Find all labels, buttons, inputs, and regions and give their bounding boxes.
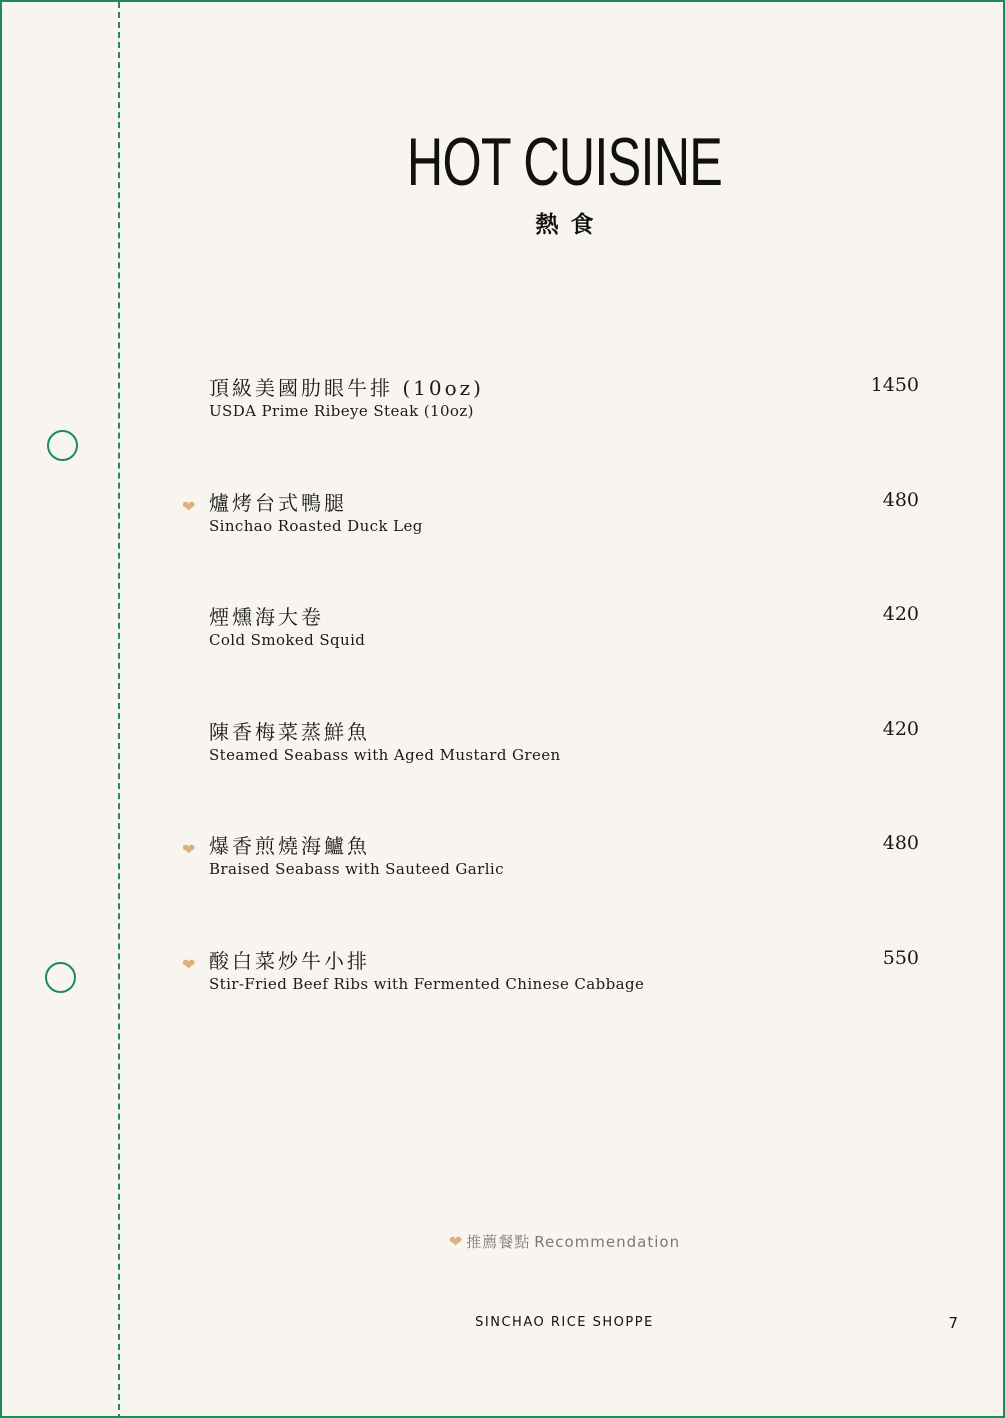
binding-dashed-line xyxy=(118,2,120,1418)
item-price: 480 xyxy=(882,489,919,511)
menu-item xyxy=(2,947,1005,1033)
item-name-en: Cold Smoked Squid xyxy=(209,631,366,649)
item-name-zh: 爆香煎燒海鱸魚 xyxy=(209,834,370,858)
item-name-zh: 酸白菜炒牛小排 xyxy=(209,949,370,973)
item-name-zh: 陳香梅菜蒸鮮魚 xyxy=(209,720,370,744)
heart-icon: ❤ xyxy=(448,1232,463,1251)
item-name-en: Sinchao Roasted Duck Leg xyxy=(209,517,423,535)
item-name-en: Braised Seabass with Sauteed Garlic xyxy=(209,860,504,878)
item-name-en: Steamed Seabass with Aged Mustard Green xyxy=(209,746,561,764)
page-number: 7 xyxy=(948,1314,958,1332)
heart-icon: ❤ xyxy=(182,840,196,859)
legend-label-en: Recommendation xyxy=(534,1233,681,1251)
item-price: 480 xyxy=(882,832,919,854)
item-name-zh: 爐烤台式鴨腿 xyxy=(209,491,347,515)
item-name-en: Stir-Fried Beef Ribs with Fermented Chinese Cabbage xyxy=(209,975,645,993)
page-title: HOT CUISINE xyxy=(406,124,723,200)
menu-item xyxy=(2,603,1005,689)
menu-item xyxy=(2,489,1005,575)
footer-brand: SINCHAO RICE SHOPPE xyxy=(475,1315,654,1330)
item-price: 420 xyxy=(882,718,919,740)
menu-item xyxy=(2,832,1005,918)
item-name-en: USDA Prime Ribeye Steak (10oz) xyxy=(209,402,474,420)
heart-icon: ❤ xyxy=(182,955,196,974)
menu-item xyxy=(2,718,1005,804)
menu-item xyxy=(2,374,1005,460)
legend-label-zh: 推薦餐點 xyxy=(466,1233,531,1251)
item-price: 550 xyxy=(882,947,919,969)
heart-icon: ❤ xyxy=(182,497,196,516)
item-price: 420 xyxy=(882,603,919,625)
item-name-zh: 煙燻海大卷 xyxy=(209,605,324,629)
item-name-zh: 頂級美國肋眼牛排 (10oz) xyxy=(209,376,484,400)
recommendation-legend xyxy=(302,1231,827,1252)
page-subtitle-zh: 熱食 xyxy=(535,212,606,238)
item-price: 1450 xyxy=(870,374,919,396)
